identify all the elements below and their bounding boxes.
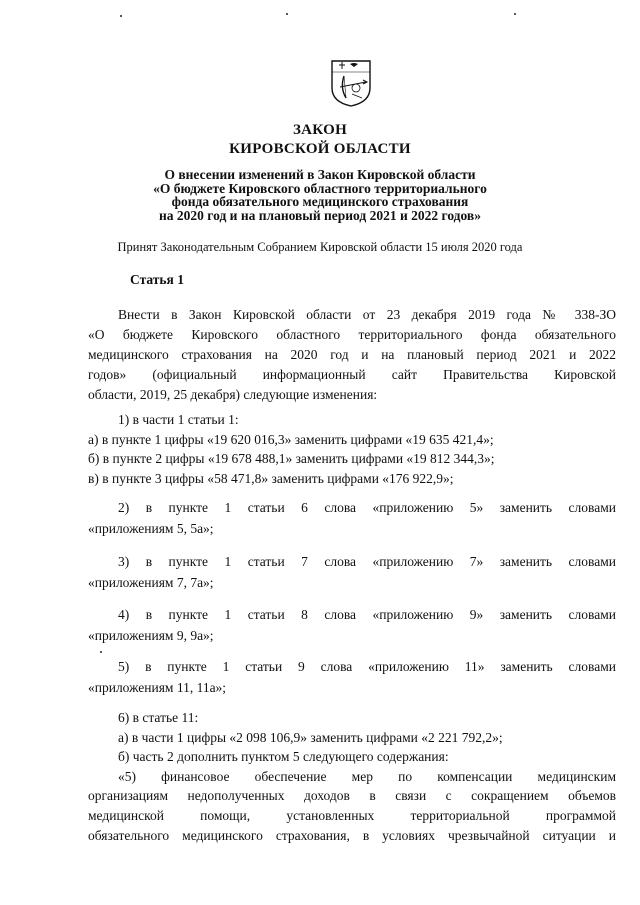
- paragraph-line: «приложениям 9, 9а»;: [88, 628, 214, 643]
- scan-speck: [286, 13, 288, 15]
- subtitle-line: фонда обязательного медицинского страхования: [171, 194, 469, 209]
- paragraph-line: медицинской помощи, установленных территориальной программой: [88, 807, 616, 823]
- scan-speck: [100, 651, 102, 653]
- scan-speck: [514, 13, 516, 15]
- amendment-item-4: [88, 604, 616, 646]
- amendment-item-1: [88, 410, 616, 488]
- paragraph-line: «приложениям 7, 7а»;: [88, 575, 214, 590]
- law-title-line: КИРОВСКОЙ ОБЛАСТИ: [229, 141, 411, 157]
- paragraph-line: обязательного медицинского страхования, в условиях чрезвычайной ситуации и: [88, 827, 616, 843]
- adoption-note: Принят Законодательным Собранием Кировской области 15 июля 2020 года: [117, 240, 523, 254]
- law-title: [60, 121, 580, 159]
- paragraph-line: «приложениям 11, 11а»;: [88, 680, 227, 695]
- paragraph-line: 4) в пункте 1 статьи 8 слова «приложению 9» заменить словами: [118, 607, 616, 622]
- paragraph-line: 5) в пункте 1 статьи 9 слова «приложению 11» заменить словами: [118, 659, 616, 674]
- paragraph-line: 3) в пункте 1 статьи 7 слова «приложению 7» заменить словами: [118, 554, 616, 569]
- amendment-item-6: [88, 708, 616, 845]
- amendment-item-2: [88, 497, 616, 539]
- paragraph-line: «О бюджете Кировского областного территориального фонда обязательного: [88, 327, 616, 342]
- kirov-coat-of-arms-icon: [330, 58, 372, 108]
- paragraph-line: б) часть 2 дополнить пунктом 5 следующего содержания:: [118, 749, 449, 765]
- law-subtitle: [60, 168, 580, 222]
- law-title-line: ЗАКОН: [292, 122, 348, 138]
- paragraph-line: медицинского страхования на 2020 год и на плановый период 2021 и 2022: [88, 347, 616, 362]
- paragraph-line: «5) финансовое обеспечение мер по компенсации медицинским: [118, 768, 616, 784]
- scan-speck: [120, 15, 122, 17]
- subtitle-line: О внесении изменений в Закон Кировской области: [164, 167, 476, 182]
- paragraph-line: 1) в части 1 статьи 1:: [118, 412, 239, 427]
- paragraph-line: а) в части 1 цифры «2 098 106,9» заменить цифрами «2 221 792,2»;: [118, 729, 503, 745]
- paragraph-line: в) в пункте 3 цифры «58 471,8» заменить цифрами «176 922,9»;: [88, 470, 454, 486]
- paragraph-line: б) в пункте 2 цифры «19 678 488,1» заменить цифрами «19 812 344,3»;: [88, 451, 495, 466]
- intro-paragraph: [88, 305, 616, 405]
- amendment-item-5: [88, 656, 616, 698]
- paragraph-line: 2) в пункте 1 статьи 6 слова «приложению 5» заменить словами: [118, 500, 616, 515]
- paragraph-line: 6) в статье 11:: [118, 710, 199, 725]
- paragraph-line: а) в пункте 1 цифры «19 620 016,3» заменить цифрами «19 635 421,4»;: [88, 431, 494, 447]
- subtitle-line: «О бюджете Кировского областного территориального: [153, 180, 487, 196]
- paragraph-line: годов» (официальный информационный сайт Правительства Кировской: [88, 367, 616, 382]
- paragraph-line: организациям недополученных доходов в связи с сокращением объемов: [88, 788, 616, 804]
- paragraph-line: Внести в Закон Кировской области от 23 декабря 2019 года № 338-ЗО: [118, 307, 616, 322]
- subtitle-line: на 2020 год и на плановый период 2021 и 2022 годов»: [159, 207, 481, 223]
- paragraph-line: области, 2019, 25 декабря) следующие изменения:: [88, 387, 378, 402]
- paragraph-line: «приложениям 5, 5а»;: [88, 521, 214, 536]
- amendment-item-3: [88, 551, 616, 593]
- article-heading: Статья 1: [130, 272, 184, 287]
